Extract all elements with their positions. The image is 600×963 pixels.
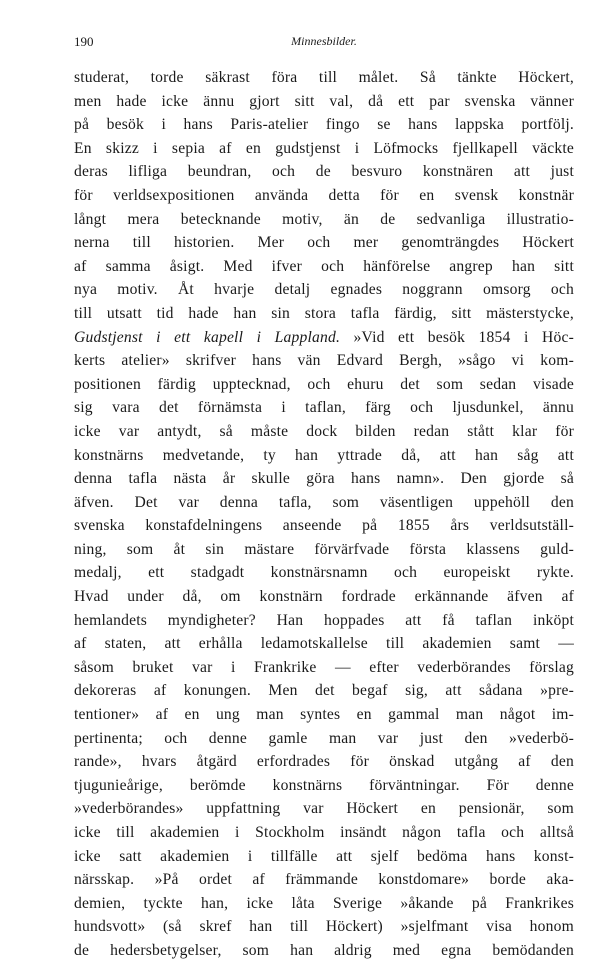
text-line: En skizz i sepia af en gudstjenst i Löfmocks fjellkapell väckte bbox=[74, 139, 574, 157]
text-line: tentioner» af en ung man syntes en gammal man något im- bbox=[74, 706, 574, 724]
text-line: pertinenta; och denne gamle man var just den »vederbö- bbox=[74, 729, 574, 747]
text-line: af samma åsigt. Med ifver och hänförelse angrep han sitt bbox=[74, 257, 574, 275]
text-line: konstnärns medvetande, ty han yttrade då, att han såg att bbox=[74, 446, 574, 464]
text-line: dekoreras af konungen. Men det begaf sig, att sådana »pre- bbox=[74, 682, 574, 700]
text-line: positionen färdig upptecknad, och ehuru det som sedan visade bbox=[74, 375, 574, 393]
body-text bbox=[74, 66, 574, 963]
text-line: till utsatt tid hade han sin stora tafla färdig, sitt mästerstycke, bbox=[74, 304, 574, 322]
text-line: icke satt akademien i tillfälle att sjelf bedöma hans konst- bbox=[74, 847, 574, 865]
painting-title: Gudstjenst i ett kapell i Lappland. bbox=[74, 328, 341, 346]
text-line: de hedersbetygelser, som han aldrig med egna bemödanden bbox=[74, 941, 574, 959]
text-line: denna tafla nästa år skulle göra hans namn». Den gjorde så bbox=[74, 470, 574, 488]
text-line: närsskap. »På ordet af främmande konstdomare» borde aka- bbox=[74, 871, 574, 889]
text-line: demien, tyckte han, icke låta Sverige »åkande på Frankrikes bbox=[74, 894, 574, 912]
text-line: på besök i hans Paris-atelier fingo se hans lappska portfölj. bbox=[74, 116, 574, 134]
text-line: kerts atelier» skrifver hans vän Edvard Bergh, »sågo vi kom- bbox=[74, 352, 574, 370]
text-line: äfven. Det var denna tafla, som väsentligen uppehöll den bbox=[74, 493, 574, 511]
text-line: rande», hvars åtgärd erfordrades för önskad utgång af den bbox=[74, 753, 574, 771]
page-number: 190 bbox=[74, 34, 94, 49]
text-line: nerna till historien. Mer och mer genomträngdes Höckert bbox=[74, 234, 574, 252]
text-line: hundsvott» (så skref han till Höckert) »sjelfmant visa honom bbox=[74, 918, 574, 936]
text-line: hemlandets myndigheter? Han hoppades att få taflan inköpt bbox=[74, 611, 574, 629]
text-line: »vederbörandes» uppfattning var Höckert en pensionär, som bbox=[74, 800, 574, 818]
text-line: Hvad under då, om konstnärn fordrade erkännande äfven af bbox=[74, 588, 574, 606]
text-line: studerat, torde säkrast föra till målet. Så tänkte Höckert, bbox=[74, 69, 574, 86]
page-header bbox=[74, 34, 574, 54]
running-head: Minnesbilder. bbox=[291, 34, 357, 48]
text-line: medalj, ett stadgadt konstnärsnamn och europeiskt rykte. bbox=[74, 564, 574, 582]
text-line: icke till akademien i Stockholm insändt någon tafla och alltså bbox=[74, 824, 574, 841]
text-line: nya motiv. Åt hvarje detalj egnades noggrann omsorg och bbox=[74, 281, 574, 299]
text-line-rest: »Vid ett besök 1854 i Höc- bbox=[340, 328, 574, 346]
text-line: icke var antydt, så måste dock bilden redan stått klar för bbox=[74, 422, 574, 440]
text-line: sig vara det förnämsta i taflan, färg och ljusdunkel, ännu bbox=[74, 399, 574, 417]
text-line: men hade icke ännu gjort sitt val, då ett par svenska vänner bbox=[74, 92, 574, 110]
text-line: långt mera betecknande motiv, än de sedvanliga illustratio- bbox=[74, 210, 574, 228]
text-line: för verldsexpositionen använda detta för en svensk konstnär bbox=[74, 186, 574, 204]
text-line: deras lifliga beundran, och de besvuro konstnären att just bbox=[74, 163, 574, 181]
text-line: af staten, att erhålla ledamotskallelse till akademien samt — bbox=[74, 635, 574, 653]
text-line: ning, som åt sin mästare förvärfvade första klassens guld- bbox=[74, 540, 574, 558]
text-line: såsom bruket var i Frankrike — efter vederbörandes förslag bbox=[74, 658, 574, 676]
text-line: svenska konstafdelningens anseende på 1855 års verldsutställ- bbox=[74, 517, 574, 535]
text-line: tjugunieårige, berömde konstnärns förväntningar. För denne bbox=[74, 776, 574, 794]
text-line bbox=[74, 326, 574, 350]
